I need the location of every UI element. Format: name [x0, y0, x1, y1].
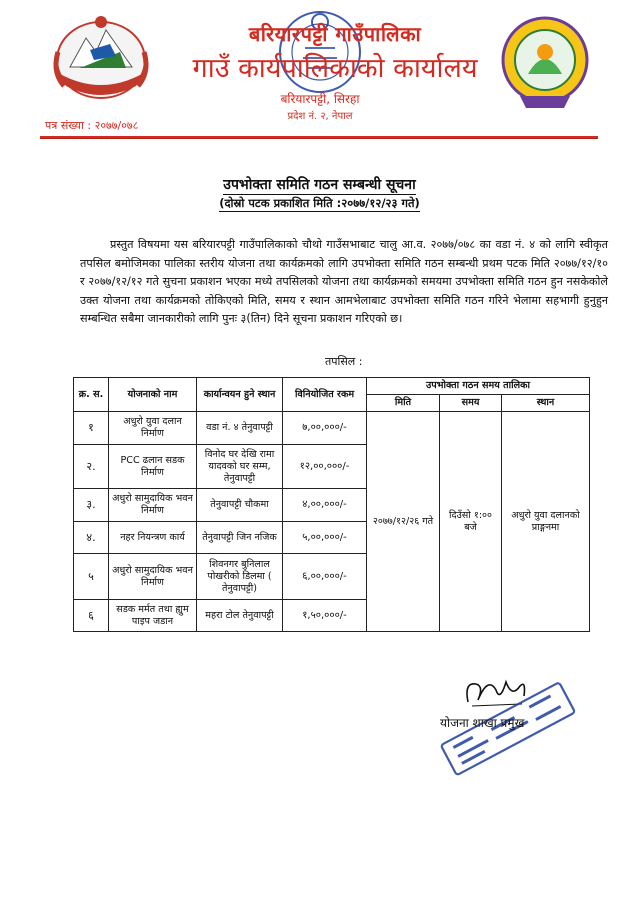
row-amount: १२,००,०००/- [283, 445, 367, 489]
notice-title-text: उपभोक्ता समिति गठन सम्बन्धी सूचना [223, 177, 416, 193]
row-location: तेनुवापट्टी जिन नजिक [197, 522, 283, 554]
row-location: विनोद घर देखि रामा यादवको घर सम्म, तेनुवापट्टी [197, 445, 283, 489]
office-name: बरियारपट्टी गाउँपालिका [248, 22, 422, 46]
row-amount: ७,००,०००/- [283, 412, 367, 445]
row-name: अधुरो सामुदायिक भवन निर्माण [109, 489, 197, 522]
schedule-date: २०७७/१२/२६ गते [367, 412, 440, 632]
notice-body: प्रस्तुत विषयमा यस बरियारपट्टी गाउँपालिकाको चौथो गाउँसभाबाट चालु आ.व. २०७७/०७८ का वडा नं. ४ को लागि स्वीकृत तपसिल बमोजिमका पालिका स्तरीय योजना तथा कार्यक्रमको लागि उपभोक्ता समिति गठन सम्बन्धी प्रथम पटक मिति २०७७/१२/१० र २०७७/१२/१२ गते सुचना प्रकाशन भएका मध्ये तपसिलको योजना तथा कार्यक्रमको समयमा उपभोक्ता समिति गठन हुन नसकेकोले उक्त योजना तथा कार्यक्रमको तोकिएको मिति, समय र स्थान आमभेलाबाट उपभोक्ता समिति गठन गरिने भेलामा सहभागी हुनुहुन सम्बन्धित सबैमा जानकारीको लागि पुनः ३(तिन) दिने सूचना प्रकाशन गरिएको छ। [80, 238, 608, 325]
row-sn: ४. [74, 522, 109, 554]
tapsil-label: तपसिल : [325, 355, 363, 368]
table-row [74, 412, 590, 445]
office-place: बरियारपट्टी, सिरहा [280, 92, 360, 106]
row-location: शिवनगर बुनिलाल पोखरीको डिलमा ( तेनुवापट्टी) [197, 554, 283, 600]
row-location: तेनुवापट्टी चौकमा [197, 489, 283, 522]
row-sn: २. [74, 445, 109, 489]
notice-subtitle-text: (दोस्रो पटक प्रकाशित मिति :२०७७/१२/२३ गते) [219, 196, 420, 210]
municipality-logo-icon [498, 14, 592, 110]
office-title: गाउँ कार्यपालिकाको कार्यालय [192, 53, 478, 84]
row-name: अधुरो युवा दलान निर्माण [109, 412, 197, 445]
header-sn: क्र. स. [74, 378, 109, 412]
row-location: वडा नं. ४ तेनुवापट्टी [197, 412, 283, 445]
row-name: PCC ढलान सडक निर्माण [109, 445, 197, 489]
header-place: स्थान [502, 395, 590, 412]
notice-title [0, 175, 639, 194]
row-name: नहर नियन्त्रण कार्य [109, 522, 197, 554]
row-sn: ५ [74, 554, 109, 600]
row-name: अधुरो सामुदायिक भवन निर्माण [109, 554, 197, 600]
row-location: महरा टोल तेनुवापट्टी [197, 600, 283, 632]
row-sn: ६ [74, 600, 109, 632]
header-schedule: उपभोक्ता गठन समय तालिका [367, 378, 590, 395]
row-amount: ४,००,०००/- [283, 489, 367, 522]
header-amount: विनियोजित रकम [283, 378, 367, 412]
table-header-row [74, 378, 590, 395]
row-amount: १,५०,०००/- [283, 600, 367, 632]
office-province: प्रदेश नं. २, नेपाल [287, 111, 353, 122]
row-amount: ५,००,०००/- [283, 522, 367, 554]
header-location: कार्यान्वयन हुने स्थान [197, 378, 283, 412]
nepal-emblem-icon [50, 12, 152, 102]
row-name: सडक मर्मत तथा ह्युम पाइप जडान [109, 600, 197, 632]
header-date: मिति [367, 395, 440, 412]
row-sn: १ [74, 412, 109, 445]
reference-number: पत्र संख्या : २०७७/०७८ [45, 119, 139, 132]
signatory-title: योजना शाखा प्रमुख [440, 716, 525, 730]
row-sn: ३. [74, 489, 109, 522]
notice-subtitle [0, 196, 639, 211]
row-amount: ६,००,०००/- [283, 554, 367, 600]
schedule-time: दिउँसो १:०० बजे [440, 412, 502, 632]
schedule-place: अधुरो युवा दलानको प्राङ्गनमा [502, 412, 590, 632]
header-divider [40, 136, 598, 139]
schedule-table [73, 377, 590, 632]
header-name: योजनाको नाम [109, 378, 197, 412]
header-time: समय [440, 395, 502, 412]
